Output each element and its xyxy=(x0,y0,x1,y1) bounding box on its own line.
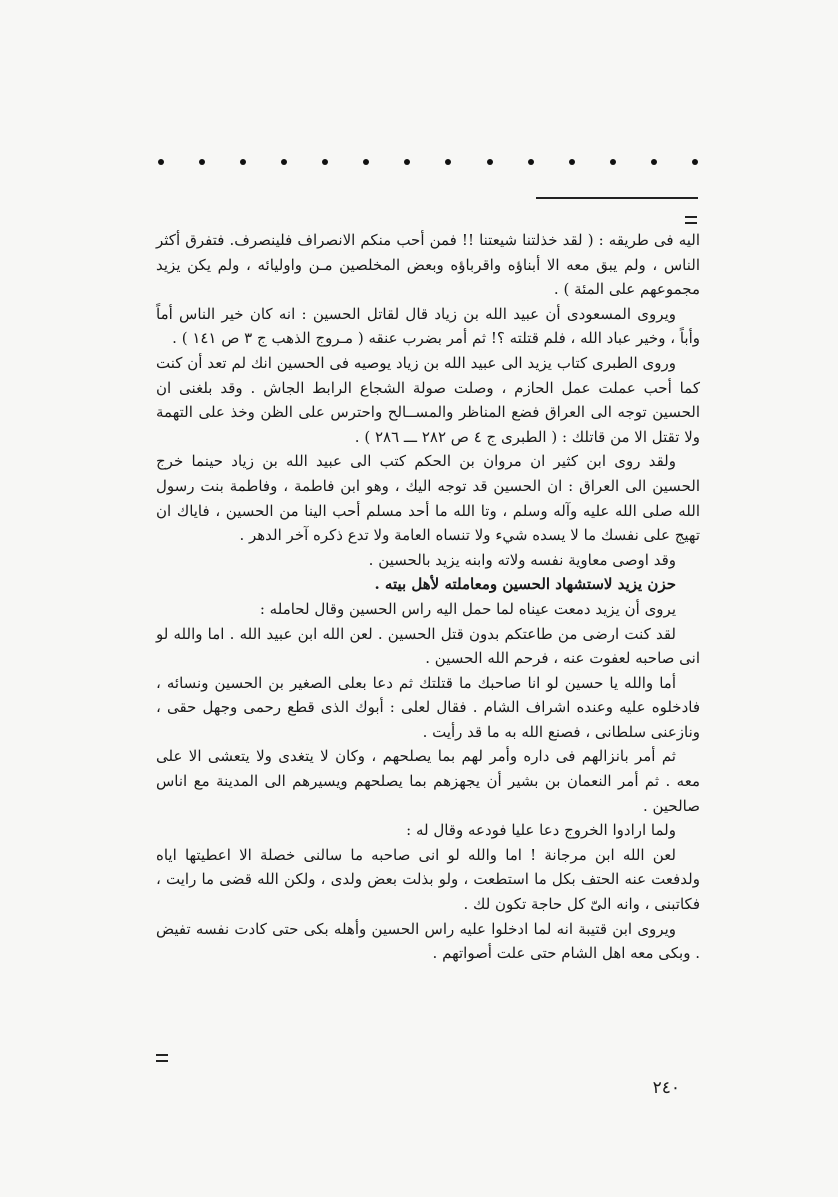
ornament-dot xyxy=(199,159,205,165)
paragraph: ثم أمر بانزالهم فى داره وأمر لهم بما يصلحهم ، وكان لا يتغدى ولا يتعشى الا على معه . ثم أمر النعمان بن بشير أن يجهزهم بما يصلحهم ويسيرهم الى المدينة مع اناس صالحين . xyxy=(156,747,700,815)
ornament-dot xyxy=(281,159,287,165)
header-rule xyxy=(536,197,698,199)
ornament-dot xyxy=(363,159,369,165)
ornament-dot xyxy=(528,159,534,165)
paragraph: لقد كنت ارضى من طاعتكم بدون قتل الحسين . لعن الله ابن عبيد الله . اما والله لو انى صاحبه لعفوت عنه ، فرحم الله الحسين . xyxy=(156,624,700,668)
paragraph: ولما ارادوا الخروج دعا عليا فودعه وقال له : xyxy=(406,821,676,840)
ornament-dot xyxy=(240,159,246,165)
paragraph: اليه فى طريقه : ( لقد خذلتنا شيعتنا !! فمن أحب منكم الانصراف فلينصرف. فتفرق أكثر الناس ، ولم يبق معه الا أبناؤه واقرباؤه وبعض المخلصين مـن واوليائه ، ولم يكن يزيد مجموعهم على المئة ) . xyxy=(156,231,700,299)
ornament-dot xyxy=(651,159,657,165)
paragraph: ويروى ابن قتيبة انه لما ادخلوا عليه راس الحسين وأهله بكى حتى كادت نفسه تفيض . وبكى معه اهل الشام حتى علت أصواتهم . xyxy=(156,919,700,963)
section-heading: حزن يزيد لاستشهاد الحسين ومعاملته لأهل بيته . xyxy=(374,575,676,594)
ornamental-dot-row xyxy=(158,154,698,170)
continuation-mark-top xyxy=(685,216,697,224)
paragraph: وروى الطبرى كتاب يزيد الى عبيد الله بن زياد يوصيه فى الحسين انك لم تعد أن كنت كما أحب عملت عمل الحازم ، وصلت صولة الشجاع الرابط الجاش . وقد بلغنى ان الحسين توجه الى العراق فضع المناظر والمســالح واحترس على الظن وخذ على التهمة ولا تقتل الا من قاتلك : ( الطبرى ج ٤ ص ٢٨٢ ـــ ٢٨٦ ) . xyxy=(156,353,700,446)
paragraph: يروى أن يزيد دمعت عيناه لما حمل اليه راس الحسين وقال لحامله : xyxy=(259,599,676,618)
paragraph: لعن الله ابن مرجانة ! اما والله لو انى صاحبه ما سالنى خصلة الا اعطيتها اياه ولدفعت عنه الحتف بكل ما استطعت ، ولو بذلت بعض ولدى ، ولكن الله قضى ما رايت ، فكاتبنى ، وانه الىّ كل حاجة تكون لك . xyxy=(156,845,700,914)
ornament-dot xyxy=(487,159,493,165)
paragraph: ويروى المسعودى أن عبيد الله بن زياد قال لقاتل الحسين : انه كان خير الناس أماً وأباً ، وخير عباد الله ، فلم قتلته ؟! ثم أمر بضرب عنقه ( مـروج الذهب ج ٣ ص ١٤١ ) . xyxy=(156,304,700,348)
ornament-dot xyxy=(404,159,410,165)
ornament-dot xyxy=(158,159,164,165)
ornament-dot xyxy=(445,159,451,165)
page-number: ٢٤٠ xyxy=(652,1078,680,1098)
ornament-dot xyxy=(569,159,575,165)
ornament-dot xyxy=(610,159,616,165)
ornament-dot xyxy=(322,159,328,165)
paragraph: أما والله يا حسين لو انا صاحبك ما قتلتك ثم دعا بعلى الصغير بن الحسين ونسائه ، فادخلوه عليه وعنده اشراف الشام . فقال لعلى : أبوك الذى قطع رحمى وجهل حقى ، ونازعنى سلطانى ، فصنع الله به ما قد رأيت . xyxy=(156,673,700,741)
body-text xyxy=(156,228,700,966)
continuation-mark-bottom xyxy=(156,1054,168,1062)
ornament-dot xyxy=(692,159,698,165)
paragraph: ولقد روى ابن كثير ان مروان بن الحكم كتب الى عبيد الله بن زياد حينما خرج الحسين الى العراق : ان الحسين قد توجه اليك ، وهو ابن فاطمة ، وفاطمة بنت رسول الله صلى الله عليه وآله وسلم ، وتا الله ما أحد مسلم أحب الينا من الحسين ، فاياك ان تهيج على نفسك ما لا يسده شيء ولا تنساه العامة ولا تدع ذكره آخر الدهر . xyxy=(156,452,700,545)
paragraph: وقد اوصى معاوية نفسه ولاته وابنه يزيد بالحسين . xyxy=(368,550,676,569)
